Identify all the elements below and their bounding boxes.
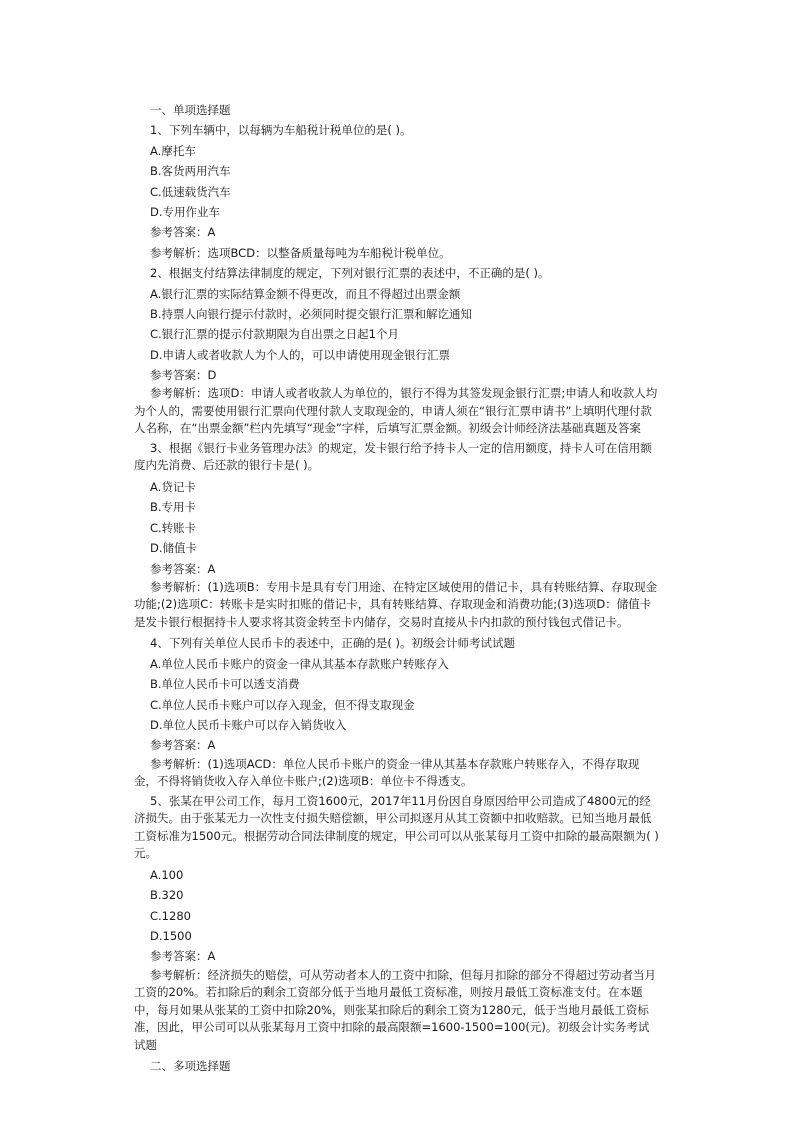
question-stem: 1、下列车辆中，以每辆为车船税计税单位的是( )。 (150, 123, 412, 138)
option-c: C.1280 (150, 908, 191, 923)
option-c: C.银行汇票的提示付款期限为自出票之日起1个月 (150, 327, 399, 342)
analysis: 参考解析：选项D：申请人或者收款人为单位的，银行不得为其签发现金银行汇票;申请人和收款人均为个人的，需要使用银行汇票向代理付款人支取现金的，申请人须在“银行汇票申请书”上填明代理付款人名称，在“出票金额”栏内先填写“现金”字样，后填写汇票金额。初级会计师经济法基础真题及答案 (134, 386, 658, 436)
analysis: 参考解析：(1)选项B：专用卡是具有专门用途、在特定区域使用的借记卡，具有转账结算、存取现金功能;(2)选项C：转账卡是实时扣账的借记卡，具有转账结算、存取现金和消费功能;(3)选项D：储值卡是发卡银行根据持卡人要求将其资金转至卡内储存，交易时直接从卡内扣款的预付钱包式借记卡。 (134, 579, 658, 629)
option-d: D.申请人或者收款人为个人的，可以申请使用现金银行汇票 (150, 347, 451, 362)
question-stem: 4、下列有关单位人民币卡的表述中，正确的是( )。初级会计师考试试题 (150, 636, 515, 651)
option-d: D.单位人民币卡账户可以存入销货收入 (150, 717, 347, 732)
analysis: 参考解析：经济损失的赔偿，可从劳动者本人的工资中扣除，但每月扣除的部分不得超过劳动者当月工资的20%。若扣除后的剩余工资部分低于当地月最低工资标准，则按月最低工资标准支付。在本题中，每月如果从张某的工资中扣除20%，则张某扣除后的剩余工资为1280元，低于当地月最低工资标准，因此，甲公司可以从张某每月工资中扣除的最高限额=1600-1500=100(元)。初级会计实务考试试题 (134, 967, 656, 1052)
question-stem: 5、张某在甲公司工作，每月工资1600元，2017年11月份因自身原因给甲公司造成了4800元的经济损失。由于张某无力一次性支付损失赔偿额，甲公司拟逐月从其工资额中扣收赔款。已知当地月最低工资标准为1500元。根据劳动合同法律制度的规定，甲公司可以从张某每月工资中扣除的最高限额为( )元。 (134, 793, 659, 861)
option-c: C.低速载货汽车 (150, 184, 231, 199)
document-content (0, 100, 794, 1077)
answer: 参考答案：A (150, 561, 216, 576)
option-c: C.转账卡 (150, 520, 197, 535)
option-b: B.单位人民币卡可以透支消费 (150, 677, 300, 692)
option-b: B.专用卡 (150, 500, 197, 515)
analysis: 参考解析：(1)选项ACD：单位人民币卡账户的资金一律从其基本存款账户转账存入，不得存取现金，不得将销货收入存入单位卡账户;(2)选项B：单位卡不得透支。 (134, 756, 640, 789)
option-b: B.客货两用汽车 (150, 164, 231, 179)
option-c: C.单位人民币卡账户可以存入现金，但不得支取现金 (150, 697, 415, 712)
section-title: 一、单项选择题 (150, 103, 231, 117)
option-a: A.单位人民币卡账户的资金一律从其基本存款账户转账存入 (150, 656, 449, 671)
option-d: D.储值卡 (150, 541, 198, 556)
question-stem: 2、根据支付结算法律制度的规定，下列对银行汇票的表述中，不正确的是( )。 (150, 266, 550, 281)
option-a: A.摩托车 (150, 143, 196, 158)
question-stem: 3、根据《银行卡业务管理办法》的规定，发卡银行给予持卡人一定的信用额度，持卡人可在信用额度内先消费、后还款的银行卡是( )。 (134, 440, 652, 473)
option-a: A.银行汇票的实际结算金额不得更改，而且不得超过出票金额 (150, 286, 461, 301)
section-title: 二、多项选择题 (150, 1059, 231, 1074)
answer: 参考答案：A (150, 225, 216, 240)
analysis: 参考解析：选项BCD：以整备质量每吨为车船税计税单位。 (150, 245, 451, 260)
option-d: D.专用作业车 (150, 204, 221, 219)
option-d: D.1500 (150, 928, 192, 943)
option-a: A.贷记卡 (150, 479, 196, 494)
option-b: B.持票人向银行提示付款时，必须同时提交银行汇票和解讫通知 (150, 306, 473, 321)
answer: 参考答案：A (150, 738, 216, 753)
option-b: B.320 (150, 888, 184, 903)
option-a: A.100 (150, 867, 184, 882)
answer: 参考答案：A (150, 949, 216, 964)
answer: 参考答案：D (150, 368, 217, 383)
